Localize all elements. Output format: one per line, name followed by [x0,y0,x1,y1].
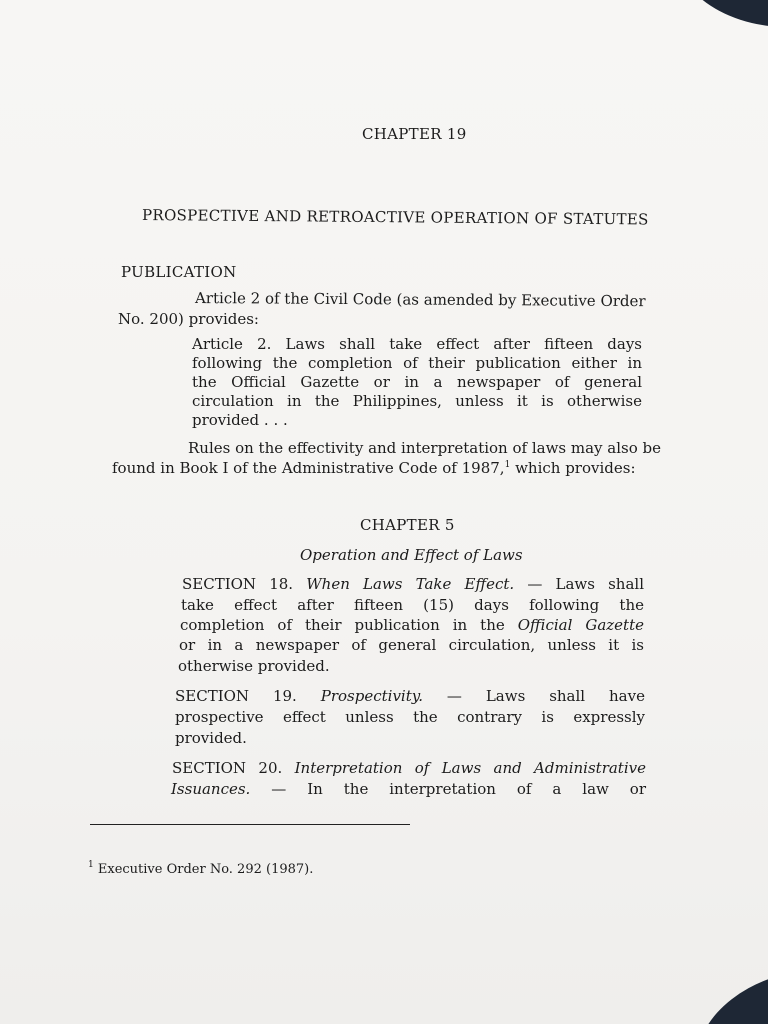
section-18-line: completion of their publication in the Official Gazette [180,616,644,634]
inner-chapter-title: CHAPTER 5 [360,516,455,534]
chapter-subtitle: PROSPECTIVE AND RETROACTIVE OPERATION OF STATUTES [141,206,649,229]
section-20-line: Issuances. — In the interpretation of a law or [171,780,646,798]
chapter-title: CHAPTER 19 [362,125,467,143]
inner-chapter-subtitle: Operation and Effect of Laws [300,546,523,564]
section-19-line: prospective effect unless the contrary is expressly [175,708,645,726]
section-20-line: SECTION 20. Interpretation of Laws and Administrative [172,759,646,777]
intro-line: No. 200) provides: [118,310,259,328]
intro-line: Article 2 of the Civil Code (as amended by Executive Order [194,289,646,311]
footnote-divider [90,824,410,825]
section-18-line: SECTION 18. When Laws Take Effect. — Laws shall [182,575,645,593]
rules-line: found in Book I of the Administrative Code of 1987,$^1$ which provides: [112,459,636,477]
page-corner-shadow [672,0,768,44]
section-19-line: SECTION 19. Prospectivity. — Laws shall have [175,687,645,705]
page-corner-shadow [681,973,768,1024]
quote-line: the Official Gazette or in a newspaper of general [192,373,642,391]
section-18-line: take effect after fifteen (15) days following the [181,596,644,614]
quote-line: provided . . . [192,411,288,429]
section-18-line: or in a newspaper of general circulation, unless it is [179,636,644,654]
footnote: $^1$ Executive Order No. 292 (1987). [88,860,314,877]
quote-line: following the completion of their publication either in [192,354,642,372]
section-19-line: provided. [175,729,247,747]
quote-line: circulation in the Philippines, unless it is otherwise [192,392,642,410]
footnote-ref: 1 [504,460,511,470]
footnote-marker: 1 [88,860,94,870]
rules-line: Rules on the effectivity and interpretation of laws may also be [188,439,661,457]
section-18-line: otherwise provided. [178,657,330,675]
quote-line: Article 2. Laws shall take effect after fifteen days [192,335,642,353]
section-heading: PUBLICATION [121,263,237,281]
